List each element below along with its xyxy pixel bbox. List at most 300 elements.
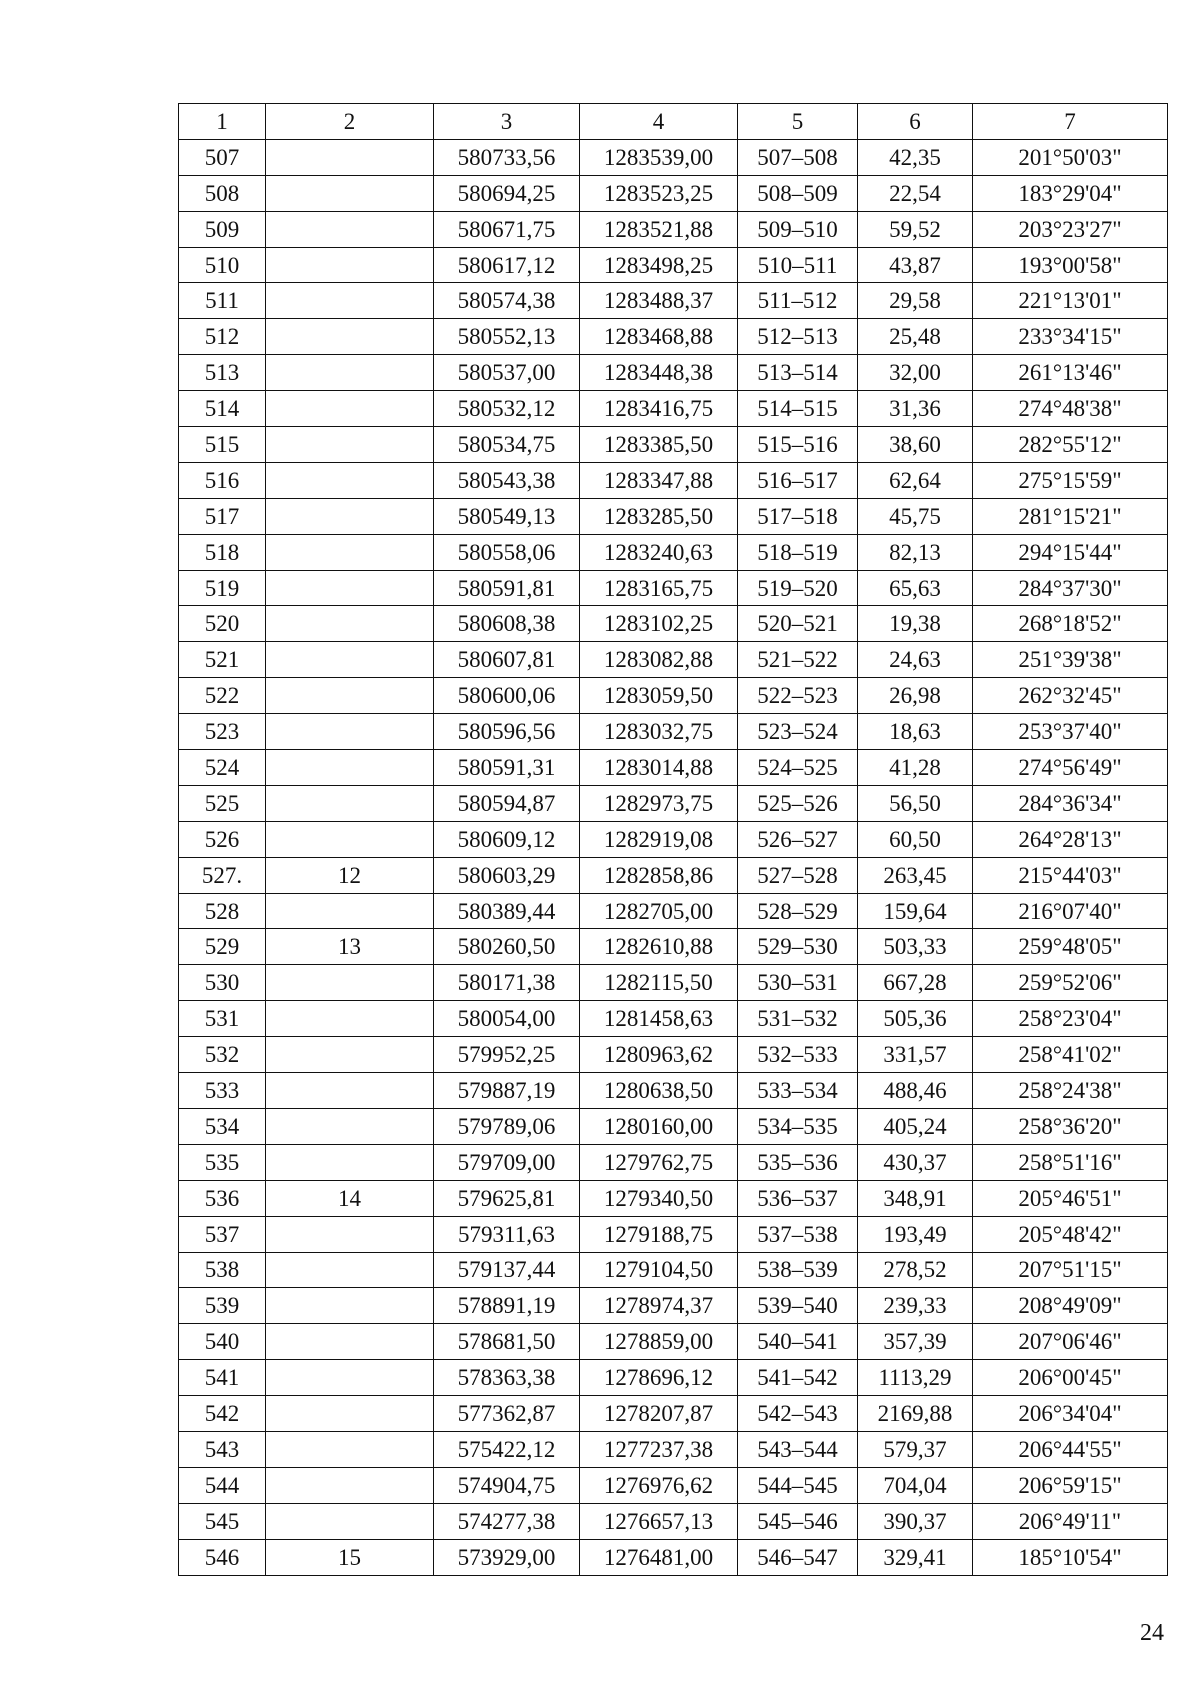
x-coordinate-cell: 578363,38: [434, 1360, 580, 1396]
boundary-point-cell: [266, 785, 434, 821]
table-row: [179, 211, 1168, 247]
x-coordinate-cell: 580733,56: [434, 139, 580, 175]
boundary-point-cell: [266, 319, 434, 355]
x-coordinate-cell: 579311,63: [434, 1216, 580, 1252]
bearing-cell: 215°44'03": [973, 857, 1168, 893]
boundary-point-cell: [266, 1467, 434, 1503]
length-cell: 405,24: [858, 1108, 973, 1144]
table-row: [179, 1216, 1168, 1252]
bearing-cell: 258°41'02": [973, 1037, 1168, 1073]
segment-cell: 542–543: [738, 1396, 858, 1432]
length-cell: 430,37: [858, 1144, 973, 1180]
point-number-cell: 543: [179, 1431, 266, 1467]
bearing-cell: 203°23'27": [973, 211, 1168, 247]
y-coordinate-cell: 1283032,75: [580, 714, 738, 750]
table-row: [179, 1539, 1168, 1575]
length-cell: 41,28: [858, 750, 973, 786]
table-row: [179, 965, 1168, 1001]
segment-cell: 538–539: [738, 1252, 858, 1288]
boundary-point-cell: [266, 642, 434, 678]
table-row: [179, 857, 1168, 893]
length-cell: 82,13: [858, 534, 973, 570]
table-row: [179, 929, 1168, 965]
x-coordinate-cell: 579789,06: [434, 1108, 580, 1144]
x-coordinate-cell: 577362,87: [434, 1396, 580, 1432]
column-header-7: 7: [973, 104, 1168, 140]
table-row: [179, 1073, 1168, 1109]
boundary-point-cell: [266, 1108, 434, 1144]
table-row: [179, 750, 1168, 786]
segment-cell: 545–546: [738, 1503, 858, 1539]
boundary-point-cell: [266, 1216, 434, 1252]
x-coordinate-cell: 580609,12: [434, 821, 580, 857]
x-coordinate-cell: 580171,38: [434, 965, 580, 1001]
column-header-1: 1: [179, 104, 266, 140]
y-coordinate-cell: 1279340,50: [580, 1180, 738, 1216]
length-cell: 56,50: [858, 785, 973, 821]
x-coordinate-cell: 579137,44: [434, 1252, 580, 1288]
y-coordinate-cell: 1283416,75: [580, 391, 738, 427]
boundary-point-cell: [266, 965, 434, 1001]
boundary-point-cell: 14: [266, 1180, 434, 1216]
bearing-cell: 206°49'11": [973, 1503, 1168, 1539]
segment-cell: 522–523: [738, 678, 858, 714]
point-number-cell: 536: [179, 1180, 266, 1216]
segment-cell: 533–534: [738, 1073, 858, 1109]
page-number: 24: [1140, 1620, 1164, 1646]
length-cell: 2169,88: [858, 1396, 973, 1432]
table-row: [179, 642, 1168, 678]
bearing-cell: 233°34'15": [973, 319, 1168, 355]
bearing-cell: 258°51'16": [973, 1144, 1168, 1180]
boundary-point-cell: [266, 283, 434, 319]
length-cell: 193,49: [858, 1216, 973, 1252]
x-coordinate-cell: 580694,25: [434, 175, 580, 211]
point-number-cell: 534: [179, 1108, 266, 1144]
y-coordinate-cell: 1283523,25: [580, 175, 738, 211]
segment-cell: 523–524: [738, 714, 858, 750]
point-number-cell: 520: [179, 606, 266, 642]
boundary-point-cell: [266, 1360, 434, 1396]
point-number-cell: 514: [179, 391, 266, 427]
segment-cell: 541–542: [738, 1360, 858, 1396]
bearing-cell: 221°13'01": [973, 283, 1168, 319]
y-coordinate-cell: 1283082,88: [580, 642, 738, 678]
boundary-point-cell: [266, 1001, 434, 1037]
length-cell: 505,36: [858, 1001, 973, 1037]
y-coordinate-cell: 1280963,62: [580, 1037, 738, 1073]
length-cell: 667,28: [858, 965, 973, 1001]
x-coordinate-cell: 578681,50: [434, 1324, 580, 1360]
boundary-point-cell: [266, 1324, 434, 1360]
segment-cell: 513–514: [738, 355, 858, 391]
segment-cell: 546–547: [738, 1539, 858, 1575]
point-number-cell: 519: [179, 570, 266, 606]
y-coordinate-cell: 1283102,25: [580, 606, 738, 642]
point-number-cell: 508: [179, 175, 266, 211]
boundary-point-cell: [266, 1073, 434, 1109]
bearing-cell: 258°23'04": [973, 1001, 1168, 1037]
table-row: [179, 678, 1168, 714]
table-row: [179, 1001, 1168, 1037]
length-cell: 488,46: [858, 1073, 973, 1109]
bearing-cell: 262°32'45": [973, 678, 1168, 714]
length-cell: 1113,29: [858, 1360, 973, 1396]
length-cell: 60,50: [858, 821, 973, 857]
x-coordinate-cell: 580532,12: [434, 391, 580, 427]
table-row: [179, 247, 1168, 283]
bearing-cell: 275°15'59": [973, 462, 1168, 498]
table-row: [179, 1037, 1168, 1073]
x-coordinate-cell: 578891,19: [434, 1288, 580, 1324]
point-number-cell: 531: [179, 1001, 266, 1037]
y-coordinate-cell: 1276657,13: [580, 1503, 738, 1539]
length-cell: 331,57: [858, 1037, 973, 1073]
y-coordinate-cell: 1281458,63: [580, 1001, 738, 1037]
y-coordinate-cell: 1278207,87: [580, 1396, 738, 1432]
y-coordinate-cell: 1276481,00: [580, 1539, 738, 1575]
table-row: [179, 391, 1168, 427]
y-coordinate-cell: 1283347,88: [580, 462, 738, 498]
y-coordinate-cell: 1283285,50: [580, 498, 738, 534]
segment-cell: 514–515: [738, 391, 858, 427]
x-coordinate-cell: 580591,81: [434, 570, 580, 606]
table-row: [179, 1108, 1168, 1144]
length-cell: 43,87: [858, 247, 973, 283]
x-coordinate-cell: 579625,81: [434, 1180, 580, 1216]
x-coordinate-cell: 579952,25: [434, 1037, 580, 1073]
x-coordinate-cell: 580600,06: [434, 678, 580, 714]
bearing-cell: 282°55'12": [973, 427, 1168, 463]
bearing-cell: 259°52'06": [973, 965, 1168, 1001]
length-cell: 390,37: [858, 1503, 973, 1539]
coordinates-table: [178, 103, 1168, 1576]
x-coordinate-cell: 580537,00: [434, 355, 580, 391]
x-coordinate-cell: 580617,12: [434, 247, 580, 283]
y-coordinate-cell: 1283385,50: [580, 427, 738, 463]
segment-cell: 530–531: [738, 965, 858, 1001]
length-cell: 38,60: [858, 427, 973, 463]
bearing-cell: 274°48'38": [973, 391, 1168, 427]
boundary-point-cell: 13: [266, 929, 434, 965]
x-coordinate-cell: 579887,19: [434, 1073, 580, 1109]
table-row: [179, 785, 1168, 821]
length-cell: 25,48: [858, 319, 973, 355]
boundary-point-cell: [266, 462, 434, 498]
segment-cell: 540–541: [738, 1324, 858, 1360]
segment-cell: 524–525: [738, 750, 858, 786]
table-header-row: [179, 104, 1168, 140]
segment-cell: 507–508: [738, 139, 858, 175]
boundary-point-cell: [266, 1431, 434, 1467]
point-number-cell: 539: [179, 1288, 266, 1324]
boundary-point-cell: [266, 247, 434, 283]
bearing-cell: 251°39'38": [973, 642, 1168, 678]
bearing-cell: 258°36'20": [973, 1108, 1168, 1144]
segment-cell: 527–528: [738, 857, 858, 893]
bearing-cell: 207°51'15": [973, 1252, 1168, 1288]
table-row: [179, 1396, 1168, 1432]
point-number-cell: 533: [179, 1073, 266, 1109]
point-number-cell: 513: [179, 355, 266, 391]
y-coordinate-cell: 1282858,86: [580, 857, 738, 893]
column-header-3: 3: [434, 104, 580, 140]
point-number-cell: 544: [179, 1467, 266, 1503]
point-number-cell: 545: [179, 1503, 266, 1539]
length-cell: 579,37: [858, 1431, 973, 1467]
table-row: [179, 1503, 1168, 1539]
table-row: [179, 319, 1168, 355]
y-coordinate-cell: 1283448,38: [580, 355, 738, 391]
y-coordinate-cell: 1283014,88: [580, 750, 738, 786]
segment-cell: 511–512: [738, 283, 858, 319]
boundary-point-cell: [266, 139, 434, 175]
table-row: [179, 1467, 1168, 1503]
segment-cell: 529–530: [738, 929, 858, 965]
segment-cell: 543–544: [738, 1431, 858, 1467]
bearing-cell: 261°13'46": [973, 355, 1168, 391]
x-coordinate-cell: 580608,38: [434, 606, 580, 642]
segment-cell: 539–540: [738, 1288, 858, 1324]
table-row: [179, 498, 1168, 534]
boundary-point-cell: [266, 1396, 434, 1432]
boundary-point-cell: [266, 750, 434, 786]
length-cell: 32,00: [858, 355, 973, 391]
length-cell: 24,63: [858, 642, 973, 678]
segment-cell: 509–510: [738, 211, 858, 247]
segment-cell: 508–509: [738, 175, 858, 211]
y-coordinate-cell: 1278974,37: [580, 1288, 738, 1324]
table-row: [179, 821, 1168, 857]
table-row: [179, 427, 1168, 463]
boundary-point-cell: [266, 821, 434, 857]
y-coordinate-cell: 1277237,38: [580, 1431, 738, 1467]
x-coordinate-cell: 580549,13: [434, 498, 580, 534]
column-header-6: 6: [858, 104, 973, 140]
x-coordinate-cell: 580552,13: [434, 319, 580, 355]
y-coordinate-cell: 1283059,50: [580, 678, 738, 714]
length-cell: 704,04: [858, 1467, 973, 1503]
bearing-cell: 205°48'42": [973, 1216, 1168, 1252]
bearing-cell: 206°44'55": [973, 1431, 1168, 1467]
length-cell: 62,64: [858, 462, 973, 498]
length-cell: 159,64: [858, 893, 973, 929]
bearing-cell: 284°37'30": [973, 570, 1168, 606]
table-body: [179, 139, 1168, 1575]
point-number-cell: 517: [179, 498, 266, 534]
x-coordinate-cell: 580603,29: [434, 857, 580, 893]
bearing-cell: 258°24'38": [973, 1073, 1168, 1109]
x-coordinate-cell: 575422,12: [434, 1431, 580, 1467]
boundary-point-cell: [266, 427, 434, 463]
length-cell: 503,33: [858, 929, 973, 965]
boundary-point-cell: [266, 534, 434, 570]
segment-cell: 532–533: [738, 1037, 858, 1073]
boundary-point-cell: [266, 1288, 434, 1324]
table-row: [179, 570, 1168, 606]
y-coordinate-cell: 1280160,00: [580, 1108, 738, 1144]
length-cell: 31,36: [858, 391, 973, 427]
y-coordinate-cell: 1283165,75: [580, 570, 738, 606]
segment-cell: 520–521: [738, 606, 858, 642]
y-coordinate-cell: 1279188,75: [580, 1216, 738, 1252]
bearing-cell: 208°49'09": [973, 1288, 1168, 1324]
y-coordinate-cell: 1283498,25: [580, 247, 738, 283]
bearing-cell: 281°15'21": [973, 498, 1168, 534]
segment-cell: 531–532: [738, 1001, 858, 1037]
table-row: [179, 714, 1168, 750]
boundary-point-cell: [266, 1144, 434, 1180]
boundary-point-cell: [266, 1037, 434, 1073]
y-coordinate-cell: 1282973,75: [580, 785, 738, 821]
table-row: [179, 1431, 1168, 1467]
segment-cell: 517–518: [738, 498, 858, 534]
x-coordinate-cell: 580594,87: [434, 785, 580, 821]
point-number-cell: 516: [179, 462, 266, 498]
x-coordinate-cell: 574277,38: [434, 1503, 580, 1539]
x-coordinate-cell: 580389,44: [434, 893, 580, 929]
boundary-point-cell: [266, 211, 434, 247]
boundary-point-cell: 12: [266, 857, 434, 893]
length-cell: 26,98: [858, 678, 973, 714]
y-coordinate-cell: 1282115,50: [580, 965, 738, 1001]
y-coordinate-cell: 1283521,88: [580, 211, 738, 247]
point-number-cell: 526: [179, 821, 266, 857]
x-coordinate-cell: 580607,81: [434, 642, 580, 678]
point-number-cell: 542: [179, 1396, 266, 1432]
bearing-cell: 274°56'49": [973, 750, 1168, 786]
point-number-cell: 537: [179, 1216, 266, 1252]
column-header-2: 2: [266, 104, 434, 140]
point-number-cell: 521: [179, 642, 266, 678]
point-number-cell: 529: [179, 929, 266, 965]
bearing-cell: 259°48'05": [973, 929, 1168, 965]
table-row: [179, 1144, 1168, 1180]
segment-cell: 512–513: [738, 319, 858, 355]
point-number-cell: 546: [179, 1539, 266, 1575]
point-number-cell: 523: [179, 714, 266, 750]
boundary-point-cell: [266, 678, 434, 714]
length-cell: 278,52: [858, 1252, 973, 1288]
bearing-cell: 253°37'40": [973, 714, 1168, 750]
x-coordinate-cell: 580543,38: [434, 462, 580, 498]
table-row: [179, 139, 1168, 175]
point-number-cell: 524: [179, 750, 266, 786]
boundary-point-cell: [266, 893, 434, 929]
point-number-cell: 541: [179, 1360, 266, 1396]
point-number-cell: 528: [179, 893, 266, 929]
boundary-point-cell: [266, 175, 434, 211]
length-cell: 65,63: [858, 570, 973, 606]
x-coordinate-cell: 580054,00: [434, 1001, 580, 1037]
table-row: [179, 1288, 1168, 1324]
segment-cell: 544–545: [738, 1467, 858, 1503]
table-row: [179, 1252, 1168, 1288]
boundary-point-cell: [266, 1252, 434, 1288]
segment-cell: 510–511: [738, 247, 858, 283]
segment-cell: 519–520: [738, 570, 858, 606]
table-row: [179, 462, 1168, 498]
y-coordinate-cell: 1283539,00: [580, 139, 738, 175]
y-coordinate-cell: 1280638,50: [580, 1073, 738, 1109]
length-cell: 29,58: [858, 283, 973, 319]
segment-cell: 537–538: [738, 1216, 858, 1252]
x-coordinate-cell: 580534,75: [434, 427, 580, 463]
bearing-cell: 216°07'40": [973, 893, 1168, 929]
boundary-point-cell: [266, 498, 434, 534]
bearing-cell: 201°50'03": [973, 139, 1168, 175]
length-cell: 59,52: [858, 211, 973, 247]
column-header-4: 4: [580, 104, 738, 140]
bearing-cell: 183°29'04": [973, 175, 1168, 211]
y-coordinate-cell: 1283488,37: [580, 283, 738, 319]
bearing-cell: 206°00'45": [973, 1360, 1168, 1396]
point-number-cell: 510: [179, 247, 266, 283]
y-coordinate-cell: 1282919,08: [580, 821, 738, 857]
y-coordinate-cell: 1278696,12: [580, 1360, 738, 1396]
bearing-cell: 185°10'54": [973, 1539, 1168, 1575]
segment-cell: 534–535: [738, 1108, 858, 1144]
boundary-point-cell: [266, 570, 434, 606]
bearing-cell: 207°06'46": [973, 1324, 1168, 1360]
point-number-cell: 518: [179, 534, 266, 570]
bearing-cell: 294°15'44": [973, 534, 1168, 570]
length-cell: 263,45: [858, 857, 973, 893]
table-row: [179, 1324, 1168, 1360]
table-row: [179, 893, 1168, 929]
y-coordinate-cell: 1279762,75: [580, 1144, 738, 1180]
table-row: [179, 175, 1168, 211]
y-coordinate-cell: 1278859,00: [580, 1324, 738, 1360]
x-coordinate-cell: 580574,38: [434, 283, 580, 319]
bearing-cell: 264°28'13": [973, 821, 1168, 857]
bearing-cell: 193°00'58": [973, 247, 1168, 283]
x-coordinate-cell: 580596,56: [434, 714, 580, 750]
point-number-cell: 530: [179, 965, 266, 1001]
segment-cell: 516–517: [738, 462, 858, 498]
length-cell: 348,91: [858, 1180, 973, 1216]
table-row: [179, 534, 1168, 570]
y-coordinate-cell: 1279104,50: [580, 1252, 738, 1288]
x-coordinate-cell: 579709,00: [434, 1144, 580, 1180]
length-cell: 42,35: [858, 139, 973, 175]
segment-cell: 521–522: [738, 642, 858, 678]
length-cell: 18,63: [858, 714, 973, 750]
length-cell: 19,38: [858, 606, 973, 642]
y-coordinate-cell: 1276976,62: [580, 1467, 738, 1503]
y-coordinate-cell: 1282610,88: [580, 929, 738, 965]
point-number-cell: 532: [179, 1037, 266, 1073]
bearing-cell: 206°34'04": [973, 1396, 1168, 1432]
x-coordinate-cell: 580671,75: [434, 211, 580, 247]
bearing-cell: 284°36'34": [973, 785, 1168, 821]
segment-cell: 518–519: [738, 534, 858, 570]
x-coordinate-cell: 580591,31: [434, 750, 580, 786]
table-row: [179, 606, 1168, 642]
point-number-cell: 512: [179, 319, 266, 355]
point-number-cell: 522: [179, 678, 266, 714]
segment-cell: 515–516: [738, 427, 858, 463]
length-cell: 45,75: [858, 498, 973, 534]
x-coordinate-cell: 580558,06: [434, 534, 580, 570]
point-number-cell: 507: [179, 139, 266, 175]
boundary-point-cell: [266, 1503, 434, 1539]
y-coordinate-cell: 1283468,88: [580, 319, 738, 355]
length-cell: 239,33: [858, 1288, 973, 1324]
point-number-cell: 515: [179, 427, 266, 463]
point-number-cell: 540: [179, 1324, 266, 1360]
point-number-cell: 535: [179, 1144, 266, 1180]
